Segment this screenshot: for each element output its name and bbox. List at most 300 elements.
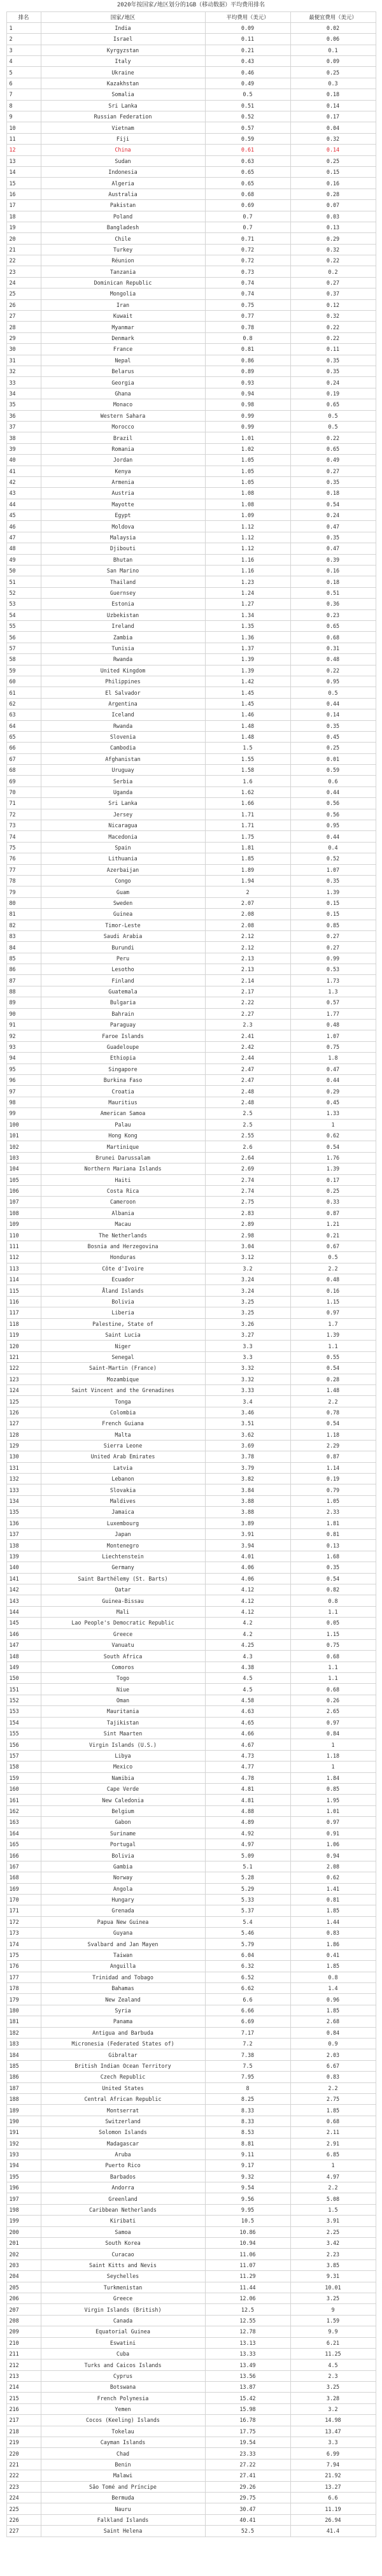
country-cell: Belarus: [41, 366, 205, 377]
table-row: [6, 698, 376, 709]
country-cell: Mauritius: [41, 1097, 205, 1107]
table-row: [6, 2149, 376, 2160]
rank-cell: 105: [6, 1174, 41, 1185]
cheapest-cost-cell: 0.09: [290, 56, 376, 67]
rank-cell: 139: [6, 1551, 41, 1562]
table-row: [6, 2437, 376, 2448]
cheapest-cost-cell: 0.62: [290, 1130, 376, 1141]
rank-cell: 224: [6, 2493, 41, 2503]
rank-cell: 141: [6, 1573, 41, 1584]
country-cell: Greece: [41, 2293, 205, 2303]
cheapest-cost-cell: 0.97: [290, 1817, 376, 1828]
country-cell: Monaco: [41, 399, 205, 410]
rank-cell: 221: [6, 2459, 41, 2470]
table-row: [6, 1474, 376, 1484]
country-cell: Bolivia: [41, 1296, 205, 1307]
cheapest-cost-cell: 1.59: [290, 2315, 376, 2326]
table-row: [6, 2182, 376, 2193]
country-cell: São Tomé and Príncipe: [41, 2481, 205, 2492]
header-row: [6, 11, 376, 22]
avg-cost-cell: 1.71: [205, 809, 290, 820]
table-row: [6, 909, 376, 920]
rank-cell: 214: [6, 2382, 41, 2393]
avg-cost-cell: 1.6: [205, 776, 290, 786]
table-row: [6, 997, 376, 1008]
rank-cell: 192: [6, 2138, 41, 2149]
table-row: [6, 521, 376, 532]
rank-cell: 216: [6, 2403, 41, 2414]
cheapest-cost-cell: 0.75: [290, 1639, 376, 1650]
rank-cell: 161: [6, 1795, 41, 1805]
country-cell: Burundi: [41, 942, 205, 953]
cheapest-cost-cell: 0.83: [290, 2072, 376, 2082]
table-row: [6, 809, 376, 820]
country-cell: Liechtenstein: [41, 1551, 205, 1562]
country-cell: Congo: [41, 875, 205, 886]
cheapest-cost-cell: 0.44: [290, 786, 376, 797]
country-cell: Samoa: [41, 2226, 205, 2237]
avg-cost-cell: 1.81: [205, 842, 290, 853]
rank-cell: 107: [6, 1197, 41, 1207]
table-row: [6, 332, 376, 343]
table-row: [6, 654, 376, 665]
table-row: [6, 676, 376, 687]
cheapest-cost-cell: 0.54: [290, 1363, 376, 1374]
avg-cost-cell: 1.37: [205, 643, 290, 653]
table-row: [6, 1152, 376, 1163]
rank-cell: 112: [6, 1252, 41, 1263]
country-cell: Myanmar: [41, 322, 205, 332]
rank-cell: 212: [6, 2359, 41, 2370]
avg-cost-cell: 1.75: [205, 831, 290, 842]
table-row: [6, 2138, 376, 2149]
table-row: [6, 166, 376, 177]
cheapest-cost-cell: 10.01: [290, 2282, 376, 2293]
avg-cost-cell: 2.98: [205, 1230, 290, 1241]
country-cell: Saint-Martin (France): [41, 1363, 205, 1374]
cheapest-cost-cell: 1.18: [290, 1429, 376, 1440]
avg-cost-cell: 15.98: [205, 2403, 290, 2414]
country-cell: Egypt: [41, 510, 205, 521]
cheapest-cost-cell: 41.4: [290, 2526, 376, 2537]
country-cell: Cyprus: [41, 2370, 205, 2381]
avg-cost-cell: 0.59: [205, 133, 290, 144]
rank-cell: 169: [6, 1883, 41, 1894]
table-row: [6, 1750, 376, 1761]
cheapest-cost-cell: 1.41: [290, 1883, 376, 1894]
rank-cell: 7: [6, 89, 41, 100]
cheapest-cost-cell: 1.21: [290, 1219, 376, 1230]
cheapest-cost-cell: 0.95: [290, 820, 376, 831]
cheapest-cost-cell: 0.68: [290, 1684, 376, 1695]
rank-cell: 140: [6, 1562, 41, 1573]
table-row: [6, 2259, 376, 2270]
rank-cell: 146: [6, 1628, 41, 1639]
avg-cost-cell: 3.32: [205, 1374, 290, 1384]
rank-cell: 126: [6, 1407, 41, 1418]
table-row: [6, 1772, 376, 1783]
avg-cost-cell: 3.25: [205, 1307, 290, 1318]
table-row: [6, 2216, 376, 2226]
country-cell: Togo: [41, 1673, 205, 1684]
rank-cell: 182: [6, 2027, 41, 2038]
country-cell: Bahamas: [41, 1983, 205, 1994]
rank-cell: 124: [6, 1384, 41, 1395]
country-cell: Iceland: [41, 709, 205, 720]
cheapest-cost-cell: 0.25: [290, 743, 376, 753]
cheapest-cost-cell: 0.39: [290, 554, 376, 565]
country-cell: Israel: [41, 34, 205, 45]
rank-cell: 151: [6, 1684, 41, 1695]
country-cell: Mali: [41, 1606, 205, 1617]
rank-cell: 55: [6, 620, 41, 631]
table-row: [6, 1440, 376, 1451]
table-row: [6, 67, 376, 78]
country-cell: French Guiana: [41, 1418, 205, 1429]
country-cell: Montserrat: [41, 2105, 205, 2116]
table-row: [6, 2082, 376, 2093]
country-cell: Belgium: [41, 1805, 205, 1816]
table-row: [6, 842, 376, 853]
table-row: [6, 377, 376, 388]
avg-cost-cell: 0.93: [205, 377, 290, 388]
country-cell: Seychelles: [41, 2271, 205, 2282]
cheapest-cost-cell: 1.15: [290, 1296, 376, 1307]
avg-cost-cell: 3.84: [205, 1484, 290, 1495]
country-cell: Afghanistan: [41, 753, 205, 764]
table-row: [6, 299, 376, 310]
cheapest-cost-cell: 0.44: [290, 831, 376, 842]
rank-cell: 194: [6, 2160, 41, 2171]
table-row: [6, 1961, 376, 1972]
avg-cost-cell: 2.74: [205, 1185, 290, 1196]
avg-cost-cell: 1.94: [205, 875, 290, 886]
cheapest-cost-cell: 0.07: [290, 200, 376, 211]
cheapest-cost-cell: 1.15: [290, 1628, 376, 1639]
cheapest-cost-cell: 0.06: [290, 34, 376, 45]
avg-cost-cell: 15.42: [205, 2393, 290, 2403]
avg-cost-cell: 3.78: [205, 1451, 290, 1462]
table-row: [6, 1329, 376, 1340]
avg-cost-cell: 8.53: [205, 2127, 290, 2138]
rank-cell: 189: [6, 2105, 41, 2116]
rank-cell: 123: [6, 1374, 41, 1384]
cheapest-cost-cell: 0.14: [290, 145, 376, 155]
avg-cost-cell: 9.95: [205, 2204, 290, 2215]
country-cell: Libya: [41, 1750, 205, 1761]
avg-cost-cell: 0.73: [205, 266, 290, 277]
table-row: [6, 2393, 376, 2403]
rank-cell: 18: [6, 211, 41, 222]
country-cell: Palau: [41, 1119, 205, 1130]
avg-cost-cell: 9.17: [205, 2160, 290, 2171]
avg-cost-cell: 1.45: [205, 687, 290, 698]
rank-cell: 127: [6, 1418, 41, 1429]
rank-cell: 61: [6, 687, 41, 698]
avg-cost-cell: 3.24: [205, 1274, 290, 1285]
table-row: [6, 587, 376, 598]
avg-cost-cell: 1.08: [205, 488, 290, 499]
table-row: [6, 1994, 376, 2005]
country-cell: Tajikistan: [41, 1717, 205, 1728]
table-row: [6, 211, 376, 222]
table-row: [6, 355, 376, 366]
country-cell: Bolivia: [41, 1850, 205, 1861]
table-row: [6, 765, 376, 776]
avg-cost-cell: 29.26: [205, 2481, 290, 2492]
cheapest-cost-cell: 1.01: [290, 1805, 376, 1816]
country-cell: French Polynesia: [41, 2393, 205, 2403]
rank-cell: 193: [6, 2149, 41, 2160]
cheapest-cost-cell: 3.85: [290, 2259, 376, 2270]
cheapest-cost-cell: 0.44: [290, 1075, 376, 1086]
table-row: [6, 1274, 376, 1285]
cheapest-cost-cell: 0.16: [290, 1285, 376, 1296]
rank-cell: 45: [6, 510, 41, 521]
rank-cell: 149: [6, 1662, 41, 1672]
table-row: [6, 266, 376, 277]
cheapest-cost-cell: 1.85: [290, 2105, 376, 2116]
rank-cell: 131: [6, 1462, 41, 1473]
rank-cell: 19: [6, 222, 41, 232]
table-row: [6, 1728, 376, 1739]
country-cell: Armenia: [41, 476, 205, 487]
rank-cell: 137: [6, 1529, 41, 1540]
avg-cost-cell: 4.66: [205, 1728, 290, 1739]
avg-cost-cell: 0.52: [205, 111, 290, 122]
avg-cost-cell: 13.13: [205, 2337, 290, 2348]
table-row: [6, 388, 376, 399]
rank-cell: 80: [6, 897, 41, 908]
avg-cost-cell: 0.8: [205, 332, 290, 343]
country-cell: Romania: [41, 443, 205, 454]
cheapest-cost-cell: 0.82: [290, 1584, 376, 1595]
rank-cell: 218: [6, 2426, 41, 2437]
table-row: [6, 178, 376, 189]
country-cell: Solomon Islands: [41, 2127, 205, 2138]
avg-cost-cell: 4.67: [205, 1739, 290, 1750]
table-row: [6, 1850, 376, 1861]
avg-cost-cell: 2.08: [205, 909, 290, 920]
cheapest-cost-cell: 2.75: [290, 2093, 376, 2104]
table-row: [6, 2105, 376, 2116]
cheapest-cost-cell: 0.14: [290, 709, 376, 720]
cheapest-cost-cell: 1: [290, 1761, 376, 1772]
table-row: [6, 89, 376, 100]
cheapest-cost-cell: 0.22: [290, 332, 376, 343]
rank-cell: 26: [6, 299, 41, 310]
table-row: [6, 820, 376, 831]
rank-cell: 168: [6, 1872, 41, 1883]
rank-cell: 50: [6, 566, 41, 576]
country-cell: Niger: [41, 1341, 205, 1351]
cheapest-cost-cell: 1.85: [290, 2005, 376, 2016]
cheapest-cost-cell: 0.16: [290, 566, 376, 576]
rank-cell: 83: [6, 930, 41, 941]
country-cell: Slovenia: [41, 731, 205, 742]
table-row: [6, 1285, 376, 1296]
avg-cost-cell: 7.2: [205, 2038, 290, 2049]
cheapest-cost-cell: 0.47: [290, 521, 376, 532]
cheapest-cost-cell: 0.32: [290, 133, 376, 144]
rank-cell: 46: [6, 521, 41, 532]
avg-cost-cell: 0.49: [205, 78, 290, 89]
rank-cell: 30: [6, 344, 41, 355]
country-cell: Honduras: [41, 1252, 205, 1263]
rank-cell: 27: [6, 311, 41, 322]
avg-cost-cell: 1.58: [205, 765, 290, 776]
cheapest-cost-cell: 0.18: [290, 488, 376, 499]
country-cell: Faroe Islands: [41, 1030, 205, 1041]
avg-cost-cell: 0.43: [205, 56, 290, 67]
avg-cost-cell: 11.07: [205, 2259, 290, 2270]
cheapest-cost-cell: 0.5: [290, 410, 376, 421]
cheapest-cost-cell: 2.2: [290, 2082, 376, 2093]
table-row: [6, 2060, 376, 2071]
country-cell: India: [41, 22, 205, 33]
table-row: [6, 1119, 376, 1130]
avg-cost-cell: 2.12: [205, 942, 290, 953]
avg-cost-cell: 5.1: [205, 1861, 290, 1872]
cheapest-cost-cell: 0.44: [290, 698, 376, 709]
table-row: [6, 1983, 376, 1994]
rank-cell: 181: [6, 2016, 41, 2027]
table-row: [6, 532, 376, 543]
country-cell: Macau: [41, 1219, 205, 1230]
rank-cell: 36: [6, 410, 41, 421]
cheapest-cost-cell: 2.2: [290, 1263, 376, 1274]
table-row: [6, 1252, 376, 1263]
table-row: [6, 2337, 376, 2348]
table-row: [6, 1695, 376, 1705]
table-row: [6, 189, 376, 199]
cheapest-cost-cell: 2.68: [290, 2016, 376, 2027]
cheapest-cost-cell: 0.29: [290, 1086, 376, 1097]
table-row: [6, 1839, 376, 1849]
avg-cost-cell: 4.65: [205, 1717, 290, 1728]
country-cell: Bangladesh: [41, 222, 205, 232]
avg-cost-cell: 4.63: [205, 1706, 290, 1717]
country-cell: Montenegro: [41, 1540, 205, 1551]
table-row: [6, 1197, 376, 1207]
cheapest-cost-cell: 4.97: [290, 2171, 376, 2182]
country-cell: Norway: [41, 1872, 205, 1883]
table-row: [6, 2249, 376, 2259]
country-cell: Namibia: [41, 1772, 205, 1783]
country-cell: Anguilla: [41, 1961, 205, 1972]
avg-cost-cell: 1.24: [205, 587, 290, 598]
table-row: [6, 2326, 376, 2337]
country-cell: Tonga: [41, 1396, 205, 1407]
avg-cost-cell: 1.39: [205, 665, 290, 676]
country-cell: Canada: [41, 2315, 205, 2326]
table-row: [6, 1894, 376, 1905]
avg-cost-cell: 10.86: [205, 2226, 290, 2237]
country-cell: Chad: [41, 2448, 205, 2459]
cheapest-cost-cell: 1.86: [290, 1939, 376, 1949]
avg-cost-cell: 4.5: [205, 1684, 290, 1695]
country-cell: Uzbekistan: [41, 609, 205, 620]
table-row: [6, 2005, 376, 2016]
country-cell: Uganda: [41, 786, 205, 797]
cheapest-cost-cell: 0.15: [290, 909, 376, 920]
country-cell: Cayman Islands: [41, 2437, 205, 2448]
cheapest-cost-cell: 1.8: [290, 1053, 376, 1064]
rank-cell: 81: [6, 909, 41, 920]
cheapest-cost-cell: 1.77: [290, 1008, 376, 1019]
country-cell: Australia: [41, 189, 205, 199]
avg-cost-cell: 9.11: [205, 2149, 290, 2160]
cheapest-cost-cell: 1.39: [290, 886, 376, 897]
country-cell: Grenada: [41, 1905, 205, 1916]
avg-cost-cell: 13.56: [205, 2370, 290, 2381]
avg-cost-cell: 4.77: [205, 1761, 290, 1772]
country-cell: Palestine, State of: [41, 1318, 205, 1329]
avg-cost-cell: 4.81: [205, 1784, 290, 1795]
country-cell: Åland Islands: [41, 1285, 205, 1296]
table-row: [6, 2193, 376, 2204]
table-row: [6, 2127, 376, 2138]
avg-cost-cell: 1.46: [205, 709, 290, 720]
country-cell: Virgin Islands (British): [41, 2304, 205, 2315]
avg-cost-cell: 12.78: [205, 2326, 290, 2337]
cheapest-cost-cell: 2.3: [290, 2370, 376, 2381]
country-cell: Switzerland: [41, 2116, 205, 2126]
country-cell: Hungary: [41, 1894, 205, 1905]
avg-cost-cell: 1.12: [205, 521, 290, 532]
table-row: [6, 2072, 376, 2082]
country-cell: Guatemala: [41, 986, 205, 997]
table-row: [6, 1097, 376, 1107]
table-row: [6, 930, 376, 941]
cheapest-cost-cell: 0.33: [290, 1197, 376, 1207]
cheapest-cost-cell: 3.28: [290, 2393, 376, 2403]
rank-cell: 52: [6, 587, 41, 598]
table-row: [6, 853, 376, 864]
cheapest-cost-cell: 0.8: [290, 1972, 376, 1982]
avg-cost-cell: 4.78: [205, 1772, 290, 1783]
avg-cost-cell: 2.83: [205, 1207, 290, 1218]
table-row: [6, 488, 376, 499]
table-row: [6, 1462, 376, 1473]
avg-cost-cell: 2.55: [205, 1130, 290, 1141]
cheapest-cost-cell: 0.35: [290, 355, 376, 366]
cheapest-cost-cell: 0.35: [290, 1562, 376, 1573]
rank-cell: 183: [6, 2038, 41, 2049]
rank-cell: 162: [6, 1805, 41, 1816]
avg-cost-cell: 1.39: [205, 654, 290, 665]
cheapest-cost-cell: 0.75: [290, 1041, 376, 1052]
table-row: [6, 1949, 376, 1960]
country-cell: Martinique: [41, 1141, 205, 1152]
country-cell: Taiwan: [41, 1949, 205, 1960]
table-row: [6, 599, 376, 609]
country-cell: Spain: [41, 842, 205, 853]
rank-cell: 5: [6, 67, 41, 78]
table-row: [6, 886, 376, 897]
avg-cost-cell: 4.2: [205, 1628, 290, 1639]
rank-cell: 79: [6, 886, 41, 897]
table-row: [6, 1916, 376, 1927]
avg-cost-cell: 6.32: [205, 1961, 290, 1972]
avg-cost-cell: 0.65: [205, 166, 290, 177]
country-cell: Ecuador: [41, 1274, 205, 1285]
rank-cell: 99: [6, 1108, 41, 1119]
table-row: [6, 1805, 376, 1816]
table-row: [6, 798, 376, 809]
table-row: [6, 1872, 376, 1883]
avg-cost-cell: 3.79: [205, 1462, 290, 1473]
